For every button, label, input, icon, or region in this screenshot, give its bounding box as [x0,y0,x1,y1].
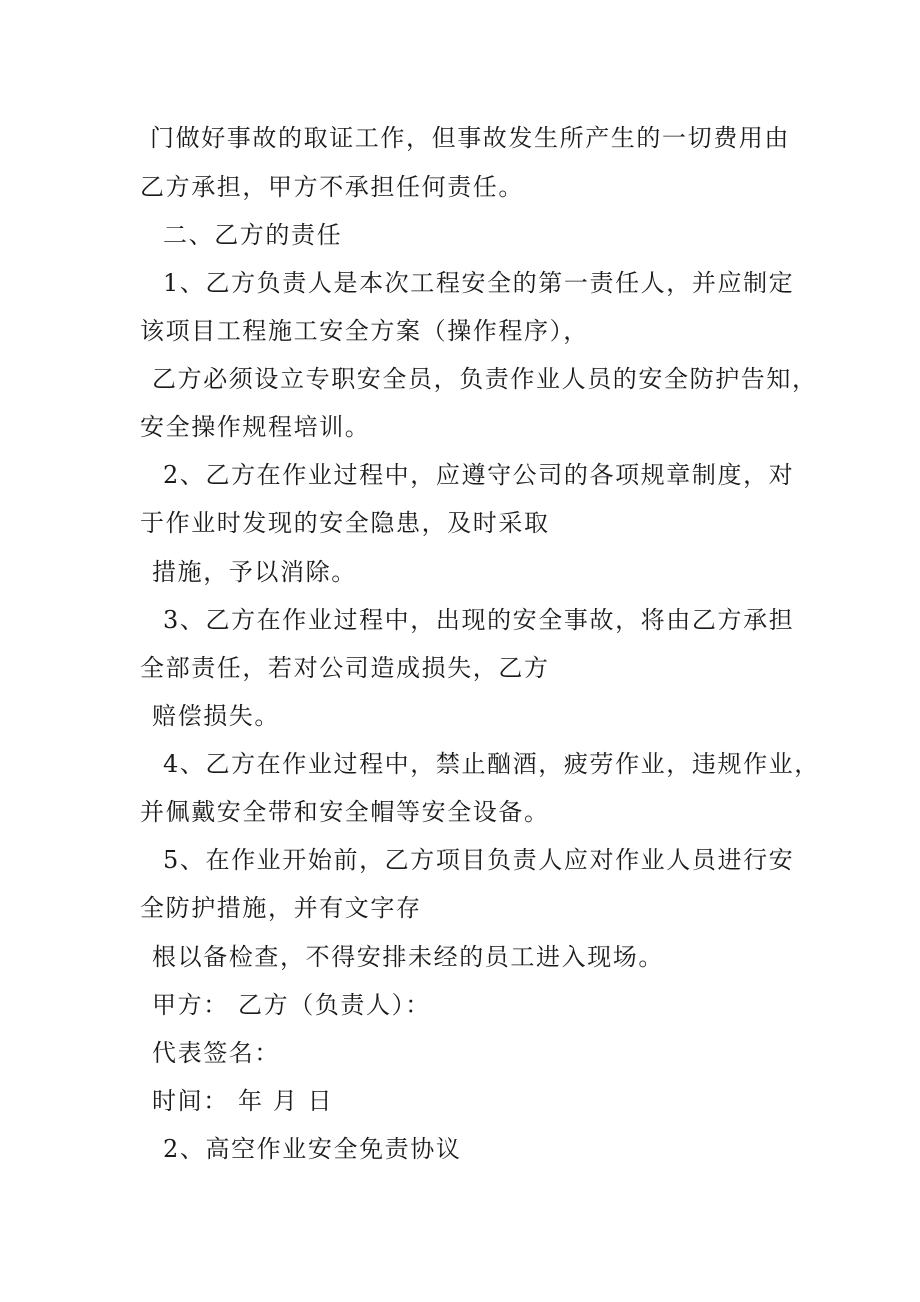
paragraph-line: 1、乙方负责人是本次工程安全的第一责任人，并应制定 [163,269,795,297]
paragraph-line: 于作业时发现的安全隐患，及时采取 [140,509,550,537]
signature-name-line: 代表签名： [152,1039,280,1067]
paragraph-line: 安全操作规程培训。 [140,413,371,441]
paragraph-line: 5、在作业开始前，乙方项目负责人应对作业人员进行安 [163,846,795,874]
signature-party-line: 甲方： 乙方（负责人）： [152,991,431,1019]
paragraph-line: 门做好事故的取证工作，但事故发生所产生的一切费用由 [150,124,790,152]
paragraph-line: 全防护措施，并有文字存 [140,894,422,922]
paragraph-line: 2、乙方在作业过程中，应遵守公司的各项规章制度，对 [163,461,795,489]
paragraph-line: 3、乙方在作业过程中，出现的安全事故，将由乙方承担 [163,606,795,634]
paragraph-line: 措施，予以消除。 [152,558,357,586]
paragraph-line: 并佩戴安全带和安全帽等安全设备。 [140,798,550,826]
paragraph-line: 乙方承担，甲方不承担任何责任。 [140,173,524,201]
paragraph-line: 该项目工程施工安全方案（操作程序）， [140,317,589,345]
paragraph-line: 赔偿损失。 [152,702,280,730]
paragraph-line: 乙方必须设立专职安全员，负责作业人员的安全防护告知， [152,365,818,393]
section-heading: 二、乙方的责任 [163,221,343,249]
paragraph-line: 4、乙方在作业过程中，禁止酗酒，疲劳作业，违规作业， [163,750,820,778]
paragraph-line: 全部责任，若对公司造成损失，乙方 [140,654,550,682]
next-section-heading: 2、高空作业安全免责协议 [163,1135,462,1163]
signature-date-line: 时间： 年 月 日 [152,1087,334,1115]
paragraph-line: 根以备检查，不得安排未经的员工进入现场。 [152,943,664,971]
